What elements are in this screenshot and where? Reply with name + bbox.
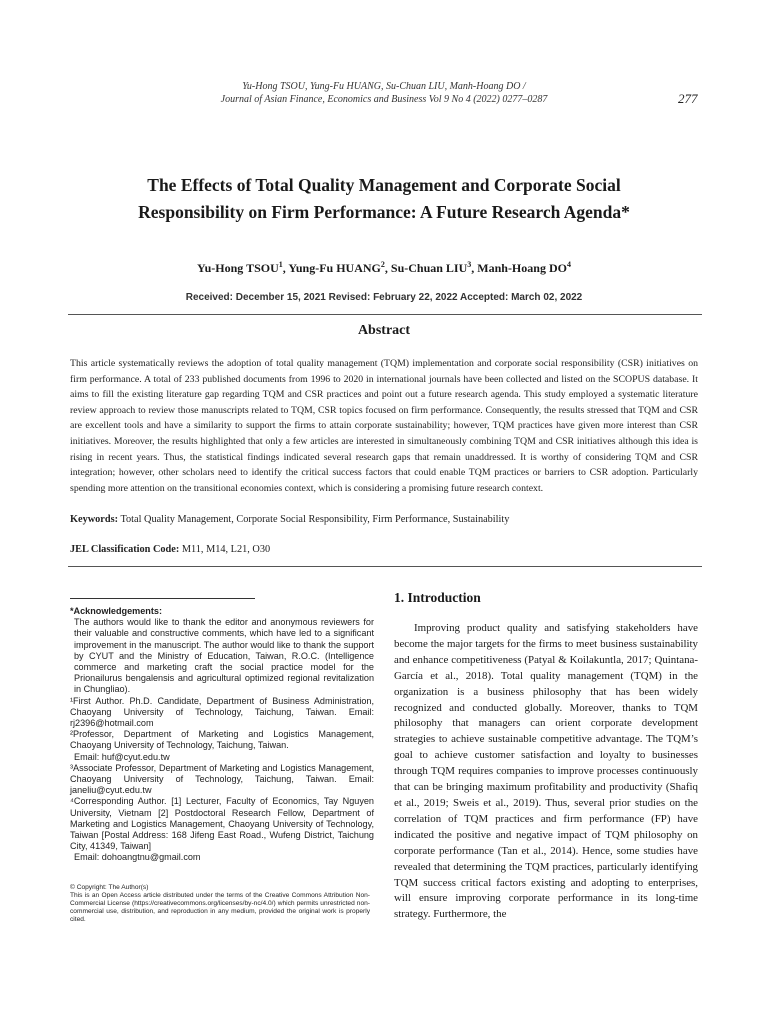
author-affiliation-mark: 1 [278, 260, 283, 269]
jel-label: JEL Classification Code: [70, 544, 180, 555]
article-title [0, 172, 768, 226]
author-name: Yu-Hong TSOU [197, 261, 279, 275]
author-list [0, 260, 768, 276]
footnotes [70, 606, 374, 864]
submission-dates: Received: December 15, 2021 Revised: February 22, 2022 Accepted: March 02, 2022 [185, 292, 583, 303]
abstract-heading: Abstract [357, 323, 411, 338]
introduction-text: Improving product quality and satisfying stakeholders have become the major targets for the firms to meet business sustainability and enhance competitiveness (Patyal & Koilakuntla, 2017; Quintana-García et al., 2018). Total quality management (TQM) in the organization is a business philosophy that has been widely recognized and conducted globally. Moreover, thanks to TQM philosophy that managers can orient corporate development strategies to achieve sustainable competitive advantage. The TQM’s goal to achieve customer satisfaction and loyalty to businesses through TQM requires companies to improve processes continuously that can be bringing maximum profitability and productivity (Shafiq et al., 2019; Sweis et al., 2019). Thus, several prior studies on the correlation of TQM practices and firm performance (FP) have indicated the positive and negative impact of TQM philosophy on corporate performance (Tan et al., 2014). Hence, some studies have revealed that determining the TQM practices, particularly identifying TQM success critical factors existing and adopting to enterprises, will ensure improving corporate performance in its long-time strategy. Furthermore, the [394, 622, 698, 921]
title-line-1: The Effects of Total Quality Management and Corporate Social [147, 175, 621, 195]
keywords-line [70, 514, 698, 525]
footnote-4: ⁴Corresponding Author. [1] Lecturer, Faculty of Economics, Tay Nguyen University, Vietnam [2] Postdoctoral Research Fellow, Department of Marketing and Logistics Management, Chaoyang University of Technology, Taiwan [Postal Address: 168 Jifeng East Road., Wufeng District, Taichung City, 41349, Taiwan] [70, 796, 374, 852]
top-divider [68, 314, 702, 315]
author-affiliation-mark: 4 [566, 260, 571, 269]
author-separator: , [282, 261, 289, 275]
running-head-authors: Yu-Hong TSOU, Yung-Fu HUANG, Su-Chuan LIU, Manh-Hoang DO / [242, 81, 526, 92]
footnote-4-email: Email: dohoangtnu@gmail.com [74, 852, 201, 863]
copyright-notice [70, 884, 370, 924]
keywords-value: Total Quality Management, Corporate Social Responsibility, Firm Performance, Sustainability [120, 514, 510, 525]
author-affiliation-mark: 3 [467, 260, 472, 269]
author-separator: , [384, 261, 391, 275]
license-text: This is an Open Access article distributed under the terms of the Creative Commons Attribution Non-Commercial License (https://creativecommons.org/licenses/by-nc/4.0/) which permits unrestricted non-commercial use, distribution, and reproduction in any medium, provided the original work is properly cited. [70, 892, 370, 923]
footnote-1: ¹First Author. Ph.D. Candidate, Department of Business Administration, Chaoyang University of Technology, Taichung, Taiwan. Email: rj2396@hotmail.com [70, 695, 374, 729]
acknowledgements-heading: *Acknowledgements: [70, 606, 162, 616]
jel-line [70, 544, 698, 555]
author-name: Su-Chuan LIU [390, 261, 468, 275]
author-separator: , [471, 261, 478, 275]
author-affiliation-mark: 2 [380, 260, 385, 269]
page-number: 277 [678, 91, 698, 106]
footnote-2-email: Email: huf@cyut.edu.tw [74, 751, 170, 762]
keywords-label: Keywords: [70, 514, 119, 525]
footnote-2: ²Professor, Department of Marketing and Logistics Management, Chaoyang University of Technology, Taichung, Taiwan. [70, 729, 374, 751]
author-name: Manh-Hoang DO [477, 261, 567, 275]
footnote-3: ³Associate Professor, Department of Marketing and Logistics Management, Chaoyang University of Technology, Taichung, Taiwan. Email: janeliu@cyut.edu.tw [70, 762, 374, 796]
running-head [0, 80, 768, 106]
jel-value: M11, M14, L21, O30 [181, 544, 271, 555]
footnote-divider [70, 598, 255, 599]
section-heading-introduction: 1. Introduction [394, 590, 481, 605]
author-name: Yung-Fu HUANG [288, 261, 381, 275]
running-head-journal: Journal of Asian Finance, Economics and Business Vol 9 No 4 (2022) 0277–0287 [220, 94, 548, 105]
abstract-text: This article systematically reviews the adoption of total quality management (TQM) implementation and corporate social responsibility (CSR) initiatives on firm performance. A total of 233 published documents from 1996 to 2020 in international journals have been collected and listed on the SCOPUS database. It aims to fill the existing literature gap regarding TQM and CSR practices and point out a future research agenda. This study employed a systematic literature review approach to review those manuscripts related to TQM, CSR topics focused on firm performance. Consequently, the results stressed that TQM and CSR are excellent tools and have a similarity to support the firms to attain corporate sustainability; however, TQM practices have given more interest than CSR initiatives. Moreover, the results highlighted that only a few articles are interested in simultaneously combining TQM and CSR initiatives although this idea is rising in recent years. Thus, the statistical findings indicated several research gaps that remain unaddressed. It is worthy of considering TQM and CSR integration; however, other scholars need to identify the critical success factors that could enable TQM practices or barriers to CSR adoption. Particularly spending more attention on the transitional economies context, which is considering a promising future research context. [70, 358, 698, 494]
acknowledgements-text: The authors would like to thank the editor and anonymous reviewers for their valuable and constructive comments, which have led to a significant improvement in the manuscript. The author would like to thank the support by CYUT and the Ministry of Education, Taiwan, R.O.C. (Intelligence commerce and marketing craft the social practice model for the Prionailurus bengalensis and agricultural optimized regional revitalization in Chungliao). [74, 617, 374, 695]
abstract-bottom-divider [68, 566, 702, 567]
title-line-2: Responsibility on Firm Performance: A Future Research Agenda* [138, 202, 630, 222]
copyright-line: © Copyright: The Author(s) [70, 884, 149, 891]
